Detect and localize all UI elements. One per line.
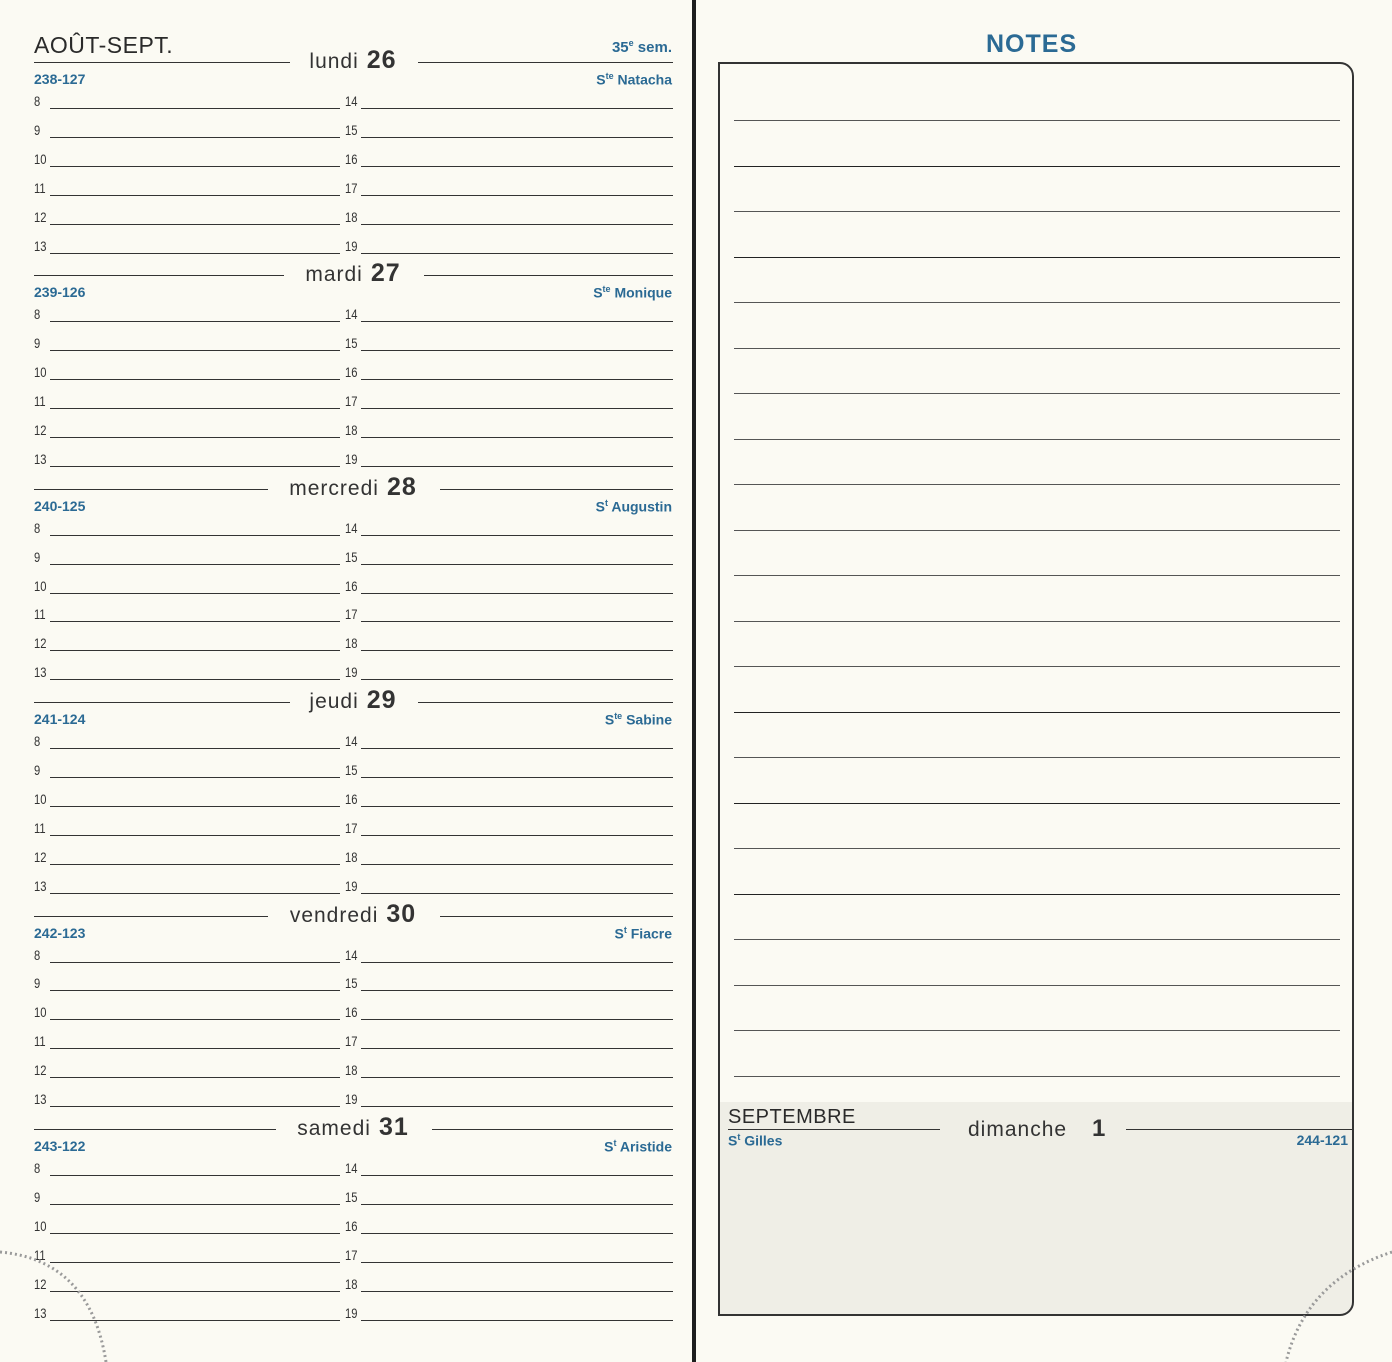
hour-writing-line[interactable] <box>50 1106 340 1107</box>
hour-label: 13 <box>34 1091 47 1108</box>
hour-writing-line[interactable] <box>361 437 673 438</box>
hour-label: 19 <box>345 877 358 894</box>
hour-writing-line[interactable] <box>361 1077 673 1078</box>
hour-label: 13 <box>34 664 47 681</box>
hour-label: 19 <box>345 664 358 681</box>
saint-of-day: $S^t$ Fiacre <box>614 924 672 942</box>
hour-label: 18 <box>345 421 358 438</box>
hour-writing-line[interactable] <box>361 748 673 749</box>
hour-label: 12 <box>34 208 47 225</box>
hour-writing-line[interactable] <box>50 379 340 380</box>
hour-writing-line[interactable] <box>361 990 673 991</box>
day-code: 240-125 <box>34 497 86 514</box>
notes-page <box>696 0 1392 1362</box>
note-writing-line[interactable] <box>734 757 1340 758</box>
hour-label: 9 <box>34 335 41 352</box>
notes-title: NOTES <box>986 30 1078 58</box>
hour-label: 11 <box>34 819 46 836</box>
hour-writing-line[interactable] <box>50 408 340 409</box>
sunday-day-number: 1 <box>1092 1115 1106 1142</box>
day-name: lundi <box>309 50 359 73</box>
day-block-vendredi <box>0 899 692 1127</box>
hour-label: 10 <box>34 364 47 381</box>
hour-label: 13 <box>34 237 47 254</box>
day-code: 239-126 <box>34 284 86 301</box>
hour-writing-line[interactable] <box>361 621 673 622</box>
hour-label: 12 <box>34 848 47 865</box>
hour-writing-line[interactable] <box>50 224 340 225</box>
note-writing-line[interactable] <box>734 302 1340 303</box>
hour-writing-line[interactable] <box>361 962 673 963</box>
hour-writing-line[interactable] <box>50 806 340 807</box>
hour-writing-line[interactable] <box>50 864 340 865</box>
day-number: 29 <box>366 686 397 715</box>
hour-writing-line[interactable] <box>50 253 340 254</box>
hour-writing-line[interactable] <box>361 379 673 380</box>
hour-writing-line[interactable] <box>361 321 673 322</box>
saint-of-day: $S^{te}$ Natacha <box>596 71 672 88</box>
hour-label: 8 <box>34 519 41 536</box>
hour-writing-line[interactable] <box>50 1204 340 1205</box>
hour-label: 9 <box>34 762 41 779</box>
hour-writing-line[interactable] <box>50 621 340 622</box>
day-name: samedi <box>297 1117 371 1140</box>
hour-writing-line[interactable] <box>50 679 340 680</box>
week-number-label: 35e sem. <box>611 38 672 56</box>
sunday-day-code: 244-121 <box>1296 1132 1348 1148</box>
hour-writing-line[interactable] <box>361 535 673 536</box>
hour-label: 9 <box>34 121 41 138</box>
note-writing-line[interactable] <box>734 257 1340 258</box>
hour-writing-line[interactable] <box>361 1175 673 1176</box>
hour-label: 17 <box>345 393 358 410</box>
hour-label: 15 <box>345 1188 358 1205</box>
hour-label: 13 <box>34 450 47 467</box>
day-name: mardi <box>305 263 363 287</box>
day-block-mardi <box>0 259 692 486</box>
hour-writing-line[interactable] <box>50 777 340 778</box>
hour-writing-line[interactable] <box>50 1048 340 1049</box>
hour-label: 18 <box>345 1275 358 1292</box>
hour-writing-line[interactable] <box>50 466 340 467</box>
hour-label: 18 <box>345 208 358 225</box>
hour-label: 12 <box>34 1062 47 1079</box>
hour-writing-line[interactable] <box>50 1077 340 1078</box>
note-writing-line[interactable] <box>734 1076 1340 1077</box>
hour-label: 11 <box>34 1246 46 1263</box>
hour-writing-line[interactable] <box>50 564 340 565</box>
note-writing-line[interactable] <box>734 666 1340 667</box>
hour-writing-line[interactable] <box>361 108 673 109</box>
note-writing-line[interactable] <box>734 439 1340 440</box>
hour-writing-line[interactable] <box>50 835 340 836</box>
hour-label: 10 <box>34 790 47 807</box>
hour-label: 11 <box>34 179 46 196</box>
hour-label: 18 <box>345 848 358 865</box>
hour-writing-line[interactable] <box>361 1233 673 1234</box>
hour-label: 19 <box>345 1304 358 1321</box>
day-code: 242-123 <box>34 924 86 941</box>
hour-label: 15 <box>345 121 358 138</box>
day-number: 27 <box>370 259 401 288</box>
hour-writing-line[interactable] <box>361 350 673 351</box>
saint-of-day: $S^t$ Augustin <box>595 497 672 515</box>
day-block-jeudi <box>0 686 692 913</box>
hour-label: 17 <box>345 1033 358 1050</box>
saint-of-day: $S^{te}$ Sabine <box>604 711 672 728</box>
hour-writing-line[interactable] <box>361 166 673 167</box>
hour-label: 19 <box>345 450 358 467</box>
sunday-saint: $S^t$ Gilles <box>728 1132 783 1149</box>
hour-writing-line[interactable] <box>50 137 340 138</box>
hour-label: 12 <box>34 635 47 652</box>
weekly-planner-page <box>0 0 692 1362</box>
hour-label: 14 <box>345 306 358 323</box>
hour-label: 8 <box>34 306 41 323</box>
hour-writing-line[interactable] <box>50 990 340 991</box>
note-writing-line[interactable] <box>734 1030 1340 1031</box>
note-writing-line[interactable] <box>734 803 1340 804</box>
day-number: 31 <box>378 1113 409 1141</box>
hour-label: 15 <box>345 335 358 352</box>
note-writing-line[interactable] <box>734 575 1340 576</box>
hour-label: 9 <box>34 975 41 992</box>
hour-writing-line[interactable] <box>361 1291 673 1292</box>
hour-writing-line[interactable] <box>50 350 340 351</box>
hour-writing-line[interactable] <box>50 108 340 109</box>
day-header <box>0 1113 706 1142</box>
day-name: mercredi <box>289 476 379 500</box>
sunday-month-title: SEPTEMBRE <box>728 1106 856 1128</box>
note-writing-line[interactable] <box>734 530 1340 531</box>
hour-writing-line[interactable] <box>361 195 673 196</box>
hour-writing-line[interactable] <box>50 962 340 963</box>
note-writing-line[interactable] <box>734 393 1340 394</box>
note-writing-line[interactable] <box>734 166 1340 167</box>
hour-label: 16 <box>345 790 358 807</box>
day-block-mercredi <box>0 472 692 700</box>
hour-label: 11 <box>34 393 46 410</box>
hour-writing-line[interactable] <box>361 893 673 894</box>
hour-label: 8 <box>34 93 41 109</box>
day-number: 28 <box>386 472 417 501</box>
hour-label: 12 <box>34 1275 47 1292</box>
hour-label: 18 <box>345 635 358 652</box>
hour-writing-line[interactable] <box>50 748 340 749</box>
note-writing-line[interactable] <box>734 621 1340 622</box>
note-writing-line[interactable] <box>734 712 1340 713</box>
note-writing-line[interactable] <box>734 894 1340 895</box>
hour-label: 16 <box>345 150 358 167</box>
day-header <box>0 686 706 715</box>
hour-label: 13 <box>34 1304 47 1321</box>
hour-writing-line[interactable] <box>361 1048 673 1049</box>
hour-label: 16 <box>345 1004 358 1021</box>
saint-of-day: $S^{te}$ Monique <box>593 284 672 302</box>
day-number: 26 <box>366 46 397 74</box>
hour-label: 15 <box>345 548 358 565</box>
hour-writing-line[interactable] <box>361 806 673 807</box>
note-writing-line[interactable] <box>734 484 1340 485</box>
hour-label: 9 <box>34 1188 41 1205</box>
note-writing-line[interactable] <box>734 120 1340 121</box>
sunday-day-name: dimanche <box>968 1118 1068 1141</box>
hour-writing-line[interactable] <box>361 408 673 409</box>
hour-label: 16 <box>345 364 358 381</box>
day-code: 238-127 <box>34 71 86 87</box>
hour-writing-line[interactable] <box>361 1019 673 1020</box>
hour-label: 13 <box>34 877 47 894</box>
hour-writing-line[interactable] <box>50 535 340 536</box>
hour-writing-line[interactable] <box>50 321 340 322</box>
hour-label: 10 <box>34 577 47 594</box>
note-writing-line[interactable] <box>734 211 1340 212</box>
hour-writing-line[interactable] <box>50 166 340 167</box>
sunday-rule-right <box>1126 1129 1352 1130</box>
hour-writing-line[interactable] <box>50 1233 340 1234</box>
hour-writing-line[interactable] <box>361 253 673 254</box>
hour-writing-line[interactable] <box>50 1175 340 1176</box>
hour-label: 14 <box>345 519 358 536</box>
day-header <box>0 900 706 929</box>
saint-of-day: $S^t$ Aristide <box>604 1138 672 1155</box>
hour-label: 10 <box>34 1004 47 1021</box>
hour-writing-line[interactable] <box>50 195 340 196</box>
hour-label: 15 <box>345 762 358 779</box>
hour-label: 17 <box>345 819 358 836</box>
hour-label: 8 <box>34 733 41 750</box>
hour-label: 12 <box>34 421 47 438</box>
hour-writing-line[interactable] <box>361 650 673 651</box>
hour-label: 10 <box>34 1217 47 1234</box>
hour-label: 19 <box>345 237 358 254</box>
sunday-rule-left <box>728 1129 940 1130</box>
hour-label: 14 <box>345 1160 358 1176</box>
hour-label: 10 <box>34 150 47 167</box>
note-writing-line[interactable] <box>734 848 1340 849</box>
day-name: vendredi <box>289 903 379 927</box>
hour-writing-line[interactable] <box>50 650 340 651</box>
perforation-arc-left <box>0 1240 120 1362</box>
hour-label: 16 <box>345 577 358 594</box>
hour-label: 17 <box>345 179 358 196</box>
hour-writing-line[interactable] <box>50 437 340 438</box>
hour-label: 11 <box>34 606 46 623</box>
hour-writing-line[interactable] <box>361 224 673 225</box>
month-title: AOÛT-SEPT. <box>34 32 174 58</box>
day-name: jeudi <box>309 690 359 714</box>
hour-label: 17 <box>345 1246 358 1263</box>
hour-writing-line[interactable] <box>50 893 340 894</box>
hour-writing-line[interactable] <box>361 1106 673 1107</box>
hour-label: 14 <box>345 946 358 963</box>
hour-writing-line[interactable] <box>361 593 673 594</box>
hour-writing-line[interactable] <box>361 1204 673 1205</box>
hour-writing-line[interactable] <box>361 679 673 680</box>
hour-label: 8 <box>34 946 41 963</box>
hour-writing-line[interactable] <box>361 137 673 138</box>
hour-label: 18 <box>345 1062 358 1079</box>
perforation-arc-right <box>1276 1250 1392 1362</box>
hour-label: 19 <box>345 1091 358 1108</box>
hour-writing-line[interactable] <box>361 1320 673 1321</box>
hour-label: 16 <box>345 1217 358 1234</box>
note-writing-line[interactable] <box>734 348 1340 349</box>
hour-writing-line[interactable] <box>361 564 673 565</box>
note-writing-line[interactable] <box>734 985 1340 986</box>
hour-writing-line[interactable] <box>361 864 673 865</box>
hour-writing-line[interactable] <box>361 777 673 778</box>
hour-writing-line[interactable] <box>50 1019 340 1020</box>
hour-writing-line[interactable] <box>361 1262 673 1263</box>
hour-label: 9 <box>34 548 41 565</box>
hour-label: 15 <box>345 975 358 992</box>
note-writing-line[interactable] <box>734 939 1340 940</box>
hour-label: 8 <box>34 1160 41 1176</box>
hour-writing-line[interactable] <box>50 593 340 594</box>
hour-label: 17 <box>345 606 358 623</box>
hour-writing-line[interactable] <box>361 835 673 836</box>
hour-writing-line[interactable] <box>361 466 673 467</box>
day-code: 243-122 <box>34 1138 86 1154</box>
hour-label: 14 <box>345 733 358 750</box>
hour-label: 11 <box>34 1033 46 1050</box>
day-code: 241-124 <box>34 711 86 728</box>
day-number: 30 <box>386 899 417 928</box>
hour-label: 14 <box>345 93 358 109</box>
